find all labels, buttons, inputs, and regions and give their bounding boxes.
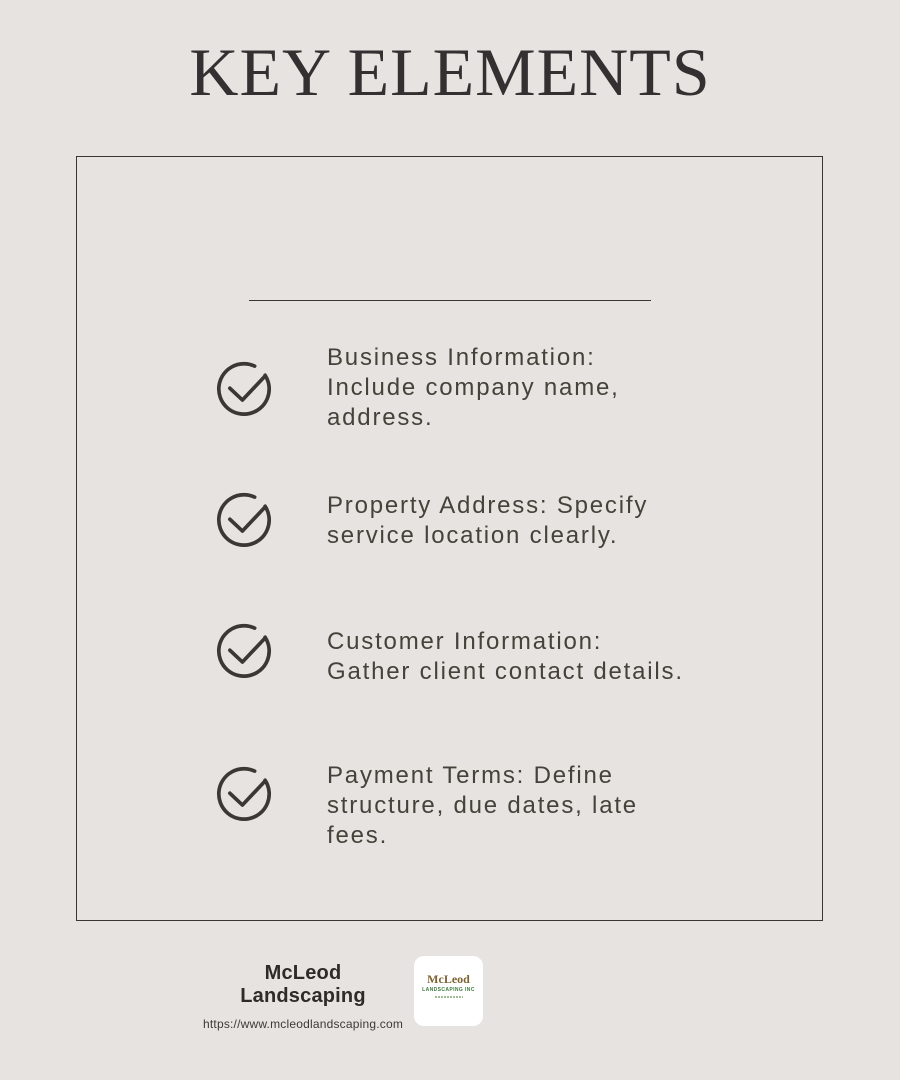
text-line: Payment Terms: Define	[327, 762, 614, 789]
logo-tagline-decoration	[435, 996, 463, 998]
text-line: fees.	[327, 822, 389, 849]
page-title: KEY ELEMENTS	[189, 34, 711, 110]
text-line: service location clearly.	[327, 522, 619, 549]
text-line: Customer Information:	[327, 628, 603, 655]
text-line: Property Address: Specify	[327, 492, 649, 519]
checklist-item-business-information	[213, 343, 620, 433]
check-circle-icon	[213, 358, 275, 420]
brand-name: McLeod Landscaping	[240, 962, 366, 1007]
text-line: Include company name,	[327, 374, 620, 401]
checklist-item-payment-terms	[213, 761, 638, 851]
website-url: https://www.mcleodlandscaping.com	[203, 1017, 404, 1031]
logo-subtitle: LANDSCAPING INC	[422, 987, 475, 993]
footer	[203, 962, 403, 1031]
check-circle-icon	[213, 763, 275, 825]
text-line: structure, due dates, late	[327, 792, 638, 819]
check-circle-icon	[213, 620, 275, 682]
brand-logo	[414, 956, 483, 1026]
checklist-item-text	[327, 491, 648, 551]
checklist-item-text	[327, 761, 638, 851]
checklist-item-text	[327, 627, 684, 687]
check-circle-icon	[213, 489, 275, 551]
logo-name: McLeod	[427, 972, 470, 986]
text-line: Gather client contact details.	[327, 658, 684, 685]
divider-line	[249, 300, 651, 301]
checklist-item-property-address	[213, 491, 648, 551]
text-line: Business Information:	[327, 344, 596, 371]
checklist-item-customer-information	[213, 627, 684, 687]
checklist-item-text	[327, 343, 620, 433]
text-line: address.	[327, 404, 434, 431]
content-box	[76, 156, 823, 921]
